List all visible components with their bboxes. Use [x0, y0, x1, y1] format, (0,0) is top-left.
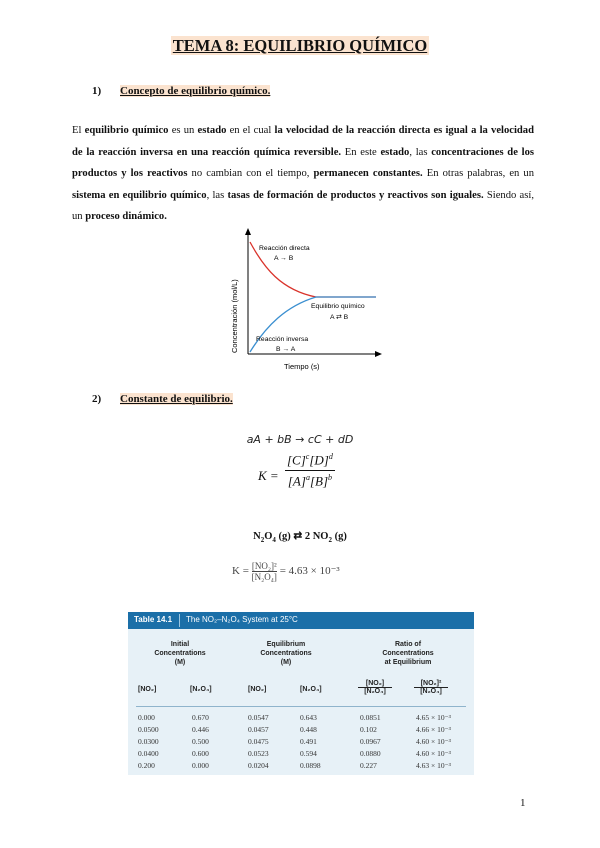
- paragraph-segment: , las: [206, 189, 228, 201]
- k-fraction: [285, 452, 335, 490]
- kv-numerator: [NO₂]²: [251, 561, 277, 571]
- paragraph-segment: El: [72, 125, 85, 136]
- col-eq-no2: [NO₂]: [248, 686, 267, 693]
- col-ratio2: [414, 680, 448, 695]
- table-caption: The NO₂–N₂O₄ System at 25°C: [186, 615, 298, 624]
- table-cell: 4.65 × 10⁻³: [416, 713, 451, 722]
- paragraph-segment: Siendo así, un: [72, 189, 534, 222]
- table-cell: 0.0300: [138, 737, 159, 746]
- equilibrium-graph: [226, 228, 386, 373]
- no2-n2o4-reaction: [0, 530, 600, 544]
- k-symbol: K =: [258, 468, 279, 483]
- table-cell: 0.600: [192, 749, 209, 758]
- graph-y-label: Concentración (mol/L): [230, 279, 239, 353]
- section-2-number: 2): [92, 393, 102, 405]
- paragraph-segment: estado: [380, 146, 410, 158]
- exp-c: c: [305, 452, 310, 461]
- table-cell: 0.0457: [248, 725, 269, 734]
- group-equilibrium: Equilibrium Concentrations (M): [260, 641, 312, 666]
- ratio2-num: [NO₂]²: [414, 680, 448, 688]
- r-n: N: [253, 531, 261, 542]
- direct-reaction-equation: A → B: [274, 255, 294, 262]
- equilibrium-label: Equilibrio químico: [311, 303, 365, 310]
- paragraph-segment: tasas de formación de productos y reactivos son iguales.: [227, 189, 484, 201]
- paragraph-segment: concentraciones de los productos y los reactivos: [72, 146, 534, 179]
- paragraph-segment: es un: [168, 125, 198, 136]
- table-tag: Table 14.1: [134, 615, 173, 624]
- table-header-rule: [136, 706, 466, 707]
- table-cell: 0.0523: [248, 749, 269, 758]
- exp-a: a: [305, 473, 310, 483]
- kv-value: = 4.63 × 10⁻³: [279, 565, 340, 578]
- table-cell: 0.102: [360, 725, 377, 734]
- paragraph-segment: En este: [341, 146, 381, 158]
- group-ratio: Ratio of Concentrations at Equilibrium: [382, 641, 434, 666]
- table-cell: 0.200: [138, 761, 155, 770]
- ratio1-num: [NO₂]: [358, 680, 392, 688]
- k-value-formula: [232, 561, 340, 582]
- conc-b: [B]: [309, 473, 328, 489]
- definition-paragraph: [72, 120, 534, 228]
- table-cell: 0.000: [138, 713, 155, 722]
- kv-symbol: K =: [232, 565, 249, 578]
- col-initial-n2o4: [N₂O₄]: [190, 686, 212, 693]
- table-cell: 4.60 × 10⁻³: [416, 749, 451, 758]
- table-cell: 0.446: [192, 725, 209, 734]
- table-cell: 0.491: [300, 737, 317, 746]
- paragraph-segment: equilibrio químico: [84, 125, 169, 136]
- kv-fraction: [252, 561, 277, 582]
- paragraph-segment: permanecen constantes.: [313, 168, 423, 179]
- table-cell: 0.0475: [248, 737, 269, 746]
- section-1-number: 1): [92, 85, 102, 97]
- r-sub2: 4: [272, 536, 276, 545]
- equilibrium-constant-formula: [240, 452, 380, 502]
- table-cell: 0.448: [300, 725, 317, 734]
- table-cell: 0.643: [300, 713, 317, 722]
- group-initial: Initial Concentrations (M): [154, 641, 206, 666]
- paragraph-segment: proceso dinámico.: [85, 211, 167, 222]
- paragraph-segment: En otras palabras, en un: [422, 168, 535, 179]
- table-cell: 0.594: [300, 749, 317, 758]
- conc-c: [C]: [287, 452, 306, 468]
- table-header-bar: [128, 612, 474, 629]
- table-header-separator: [179, 614, 180, 627]
- col-eq-n2o4: [N₂O₄]: [300, 686, 322, 693]
- r-arrow: (g) ⇄ 2 NO: [275, 531, 329, 542]
- table-cell: 0.0500: [138, 725, 159, 734]
- r-o: O: [264, 531, 273, 542]
- x-axis-arrow: [375, 351, 382, 357]
- table-cell: 0.0967: [360, 737, 381, 746]
- kv-denominator: [N₂O₄]: [251, 572, 277, 582]
- conc-d: [D]: [309, 452, 329, 468]
- section-1-heading: [92, 85, 270, 97]
- paragraph-segment: la velocidad de la reacción directa es igual a la velocidad de la reacción inversa en una reacción química reversible.: [72, 125, 534, 158]
- table-cell: 0.227: [360, 761, 377, 770]
- page-title: TEMA 8: EQUILIBRIO QUÍMICO: [172, 36, 428, 55]
- col-initial-no2: [NO₂]: [138, 686, 157, 693]
- table-cell: 0.0204: [248, 761, 269, 770]
- conc-a: [A]: [287, 473, 306, 489]
- table-cell: 4.63 × 10⁻³: [416, 761, 451, 770]
- section-2-heading: [92, 393, 233, 405]
- p-sub: 2: [328, 536, 332, 545]
- table-cell: 0.0898: [300, 761, 321, 770]
- paragraph-segment: estado: [197, 125, 227, 136]
- paragraph-segment: , las: [409, 146, 432, 158]
- table-cell: 0.0400: [138, 749, 159, 758]
- equilibrium-equation: A ⇄ B: [330, 314, 349, 321]
- page-number: 1: [520, 797, 526, 809]
- ratio1-den: [N₂O₄]: [364, 688, 386, 695]
- table-14-1: [128, 612, 474, 775]
- y-axis-arrow: [245, 228, 251, 235]
- ratio2-den: [N₂O₄]: [420, 688, 442, 695]
- inverse-reaction-equation: B → A: [276, 346, 296, 353]
- table-cell: 0.000: [192, 761, 209, 770]
- k-denominator: [285, 471, 335, 489]
- col-ratio1: [358, 680, 392, 695]
- table-cell: 0.670: [192, 713, 209, 722]
- general-reaction-equation: aA + bB → cC + dD: [246, 433, 354, 446]
- table-cell: 4.66 × 10⁻³: [416, 725, 451, 734]
- inverse-reaction-label: Reacción inversa: [256, 336, 309, 343]
- table-cell: 4.60 × 10⁻³: [416, 737, 451, 746]
- section-1-label: Concepto de equilibrio químico.: [120, 85, 271, 97]
- table-cell: 0.0547: [248, 713, 269, 722]
- r-sub1: 2: [260, 536, 265, 545]
- paragraph-segment: no cambian con el tiempo,: [187, 168, 314, 179]
- table-cell: 0.0851: [360, 713, 381, 722]
- section-2-label: Constante de equilibrio.: [120, 393, 233, 405]
- graph-x-label: Tiempo (s): [284, 362, 320, 371]
- exp-b: b: [328, 473, 332, 483]
- p-state: (g): [331, 531, 347, 542]
- table-cell: 0.500: [192, 737, 209, 746]
- direct-reaction-label: Reacción directa: [259, 245, 310, 252]
- table-cell: 0.0880: [360, 749, 381, 758]
- paragraph-segment: en el cual: [226, 125, 275, 136]
- paragraph-segment: sistema en equilibrio químico: [72, 189, 207, 201]
- exp-d: d: [328, 452, 333, 461]
- k-numerator: [285, 452, 335, 471]
